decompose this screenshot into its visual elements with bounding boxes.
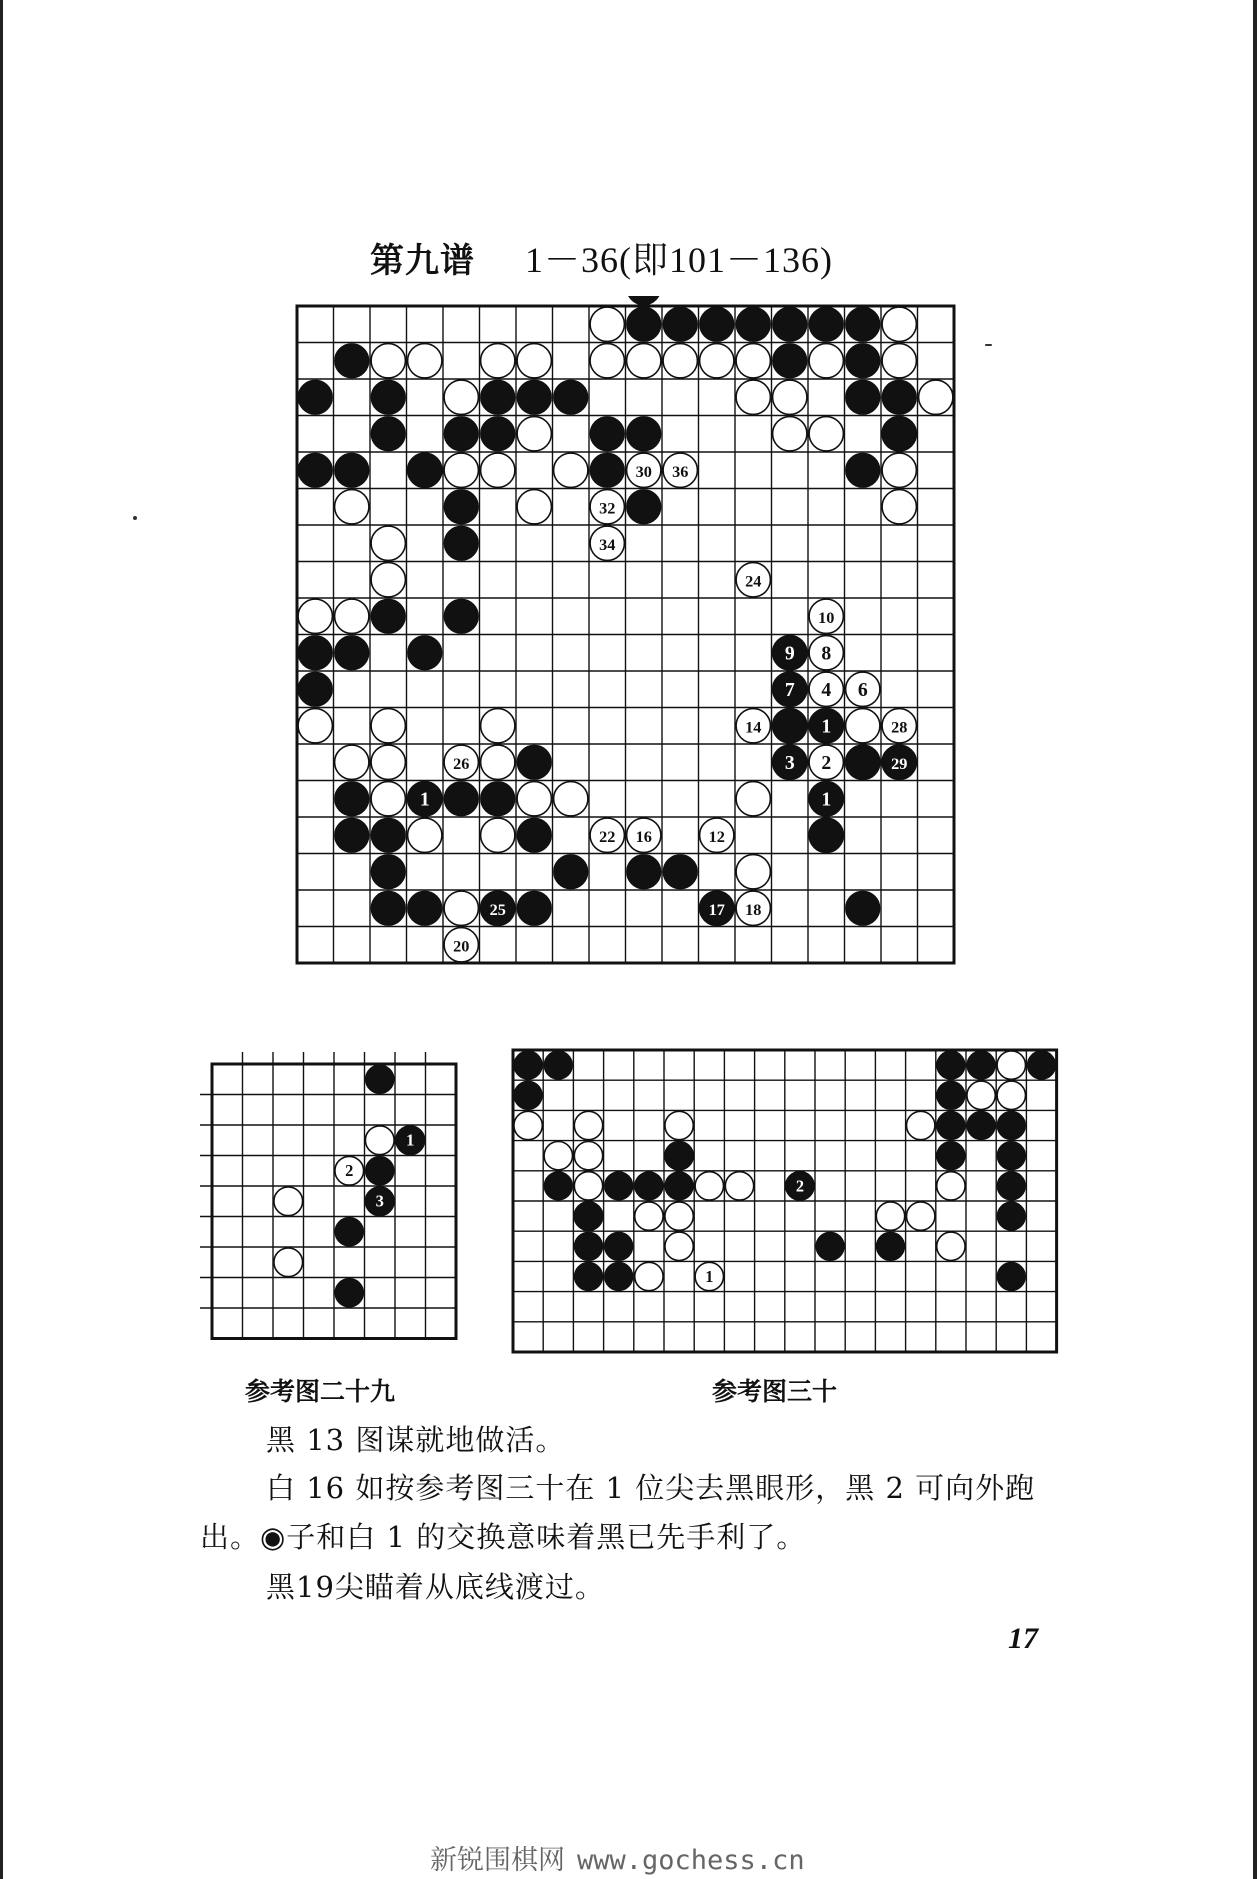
title-heading: 第九谱 bbox=[370, 241, 475, 281]
black-stone bbox=[335, 1278, 364, 1307]
black-stone bbox=[544, 1172, 572, 1200]
white-stone bbox=[725, 1172, 753, 1200]
move-number: 28 bbox=[891, 717, 908, 737]
move-number: 10 bbox=[818, 607, 835, 627]
white-stone bbox=[695, 1172, 723, 1200]
black-stone bbox=[517, 891, 551, 925]
black-stone bbox=[997, 1262, 1025, 1290]
move-number: 3 bbox=[784, 751, 795, 774]
white-stone bbox=[335, 490, 369, 524]
white-stone bbox=[665, 1202, 693, 1230]
black-stone bbox=[554, 855, 588, 889]
black-stone bbox=[937, 1111, 965, 1139]
black-stone bbox=[371, 891, 405, 925]
white-stone bbox=[517, 417, 551, 451]
move-number: 8 bbox=[821, 642, 832, 665]
move-number: 26 bbox=[453, 753, 470, 773]
black-stone bbox=[937, 1051, 965, 1079]
white-stone bbox=[937, 1232, 965, 1260]
black-stone bbox=[298, 636, 332, 670]
white-stone bbox=[665, 1232, 693, 1260]
white-stone bbox=[481, 453, 515, 487]
white-stone bbox=[907, 1202, 935, 1230]
black-stone bbox=[967, 1111, 995, 1139]
black-stone bbox=[444, 490, 478, 524]
footer-watermark bbox=[430, 1838, 805, 1877]
numbered-black-stone bbox=[846, 745, 880, 779]
move-number: 16 bbox=[635, 826, 652, 846]
black-stone bbox=[937, 1081, 965, 1109]
black-stone bbox=[809, 307, 843, 341]
numbered-white-stone bbox=[846, 709, 880, 743]
black-stone bbox=[574, 1232, 602, 1260]
black-stone bbox=[408, 636, 442, 670]
black-stone bbox=[371, 855, 405, 889]
black-stone bbox=[627, 855, 661, 889]
black-stone bbox=[298, 672, 332, 706]
black-stone bbox=[554, 380, 588, 414]
black-stone bbox=[574, 1262, 602, 1290]
black-stone bbox=[665, 1172, 693, 1200]
black-stone bbox=[590, 417, 624, 451]
white-stone bbox=[809, 344, 843, 378]
black-stone bbox=[937, 1142, 965, 1170]
move-number: 3 bbox=[375, 1191, 384, 1211]
move-number: 6 bbox=[857, 678, 868, 701]
white-stone bbox=[997, 1081, 1025, 1109]
black-stone bbox=[481, 782, 515, 816]
white-stone bbox=[517, 782, 551, 816]
move-number: 25 bbox=[489, 899, 506, 919]
black-stone bbox=[997, 1111, 1025, 1139]
paragraph-2: 白 16 如按参考图三十在 1 位尖去黑眼形，黑 2 可向外跑 bbox=[266, 1471, 1036, 1505]
black-stone bbox=[444, 526, 478, 560]
black-stone bbox=[335, 1217, 364, 1246]
numbered-black-stone bbox=[809, 818, 843, 852]
white-stone bbox=[517, 490, 551, 524]
black-stone bbox=[481, 380, 515, 414]
white-stone bbox=[274, 1187, 303, 1216]
black-stone bbox=[627, 490, 661, 524]
white-stone bbox=[444, 891, 478, 925]
move-number: 9 bbox=[784, 642, 795, 665]
white-stone bbox=[481, 745, 515, 779]
white-stone bbox=[736, 344, 770, 378]
black-stone bbox=[444, 782, 478, 816]
move-number: 2 bbox=[345, 1161, 354, 1181]
white-stone bbox=[371, 344, 405, 378]
page-title bbox=[370, 232, 833, 283]
black-stone bbox=[627, 296, 661, 305]
black-stone bbox=[663, 855, 697, 889]
black-stone bbox=[967, 1051, 995, 1079]
move-number: 4 bbox=[821, 678, 832, 701]
white-stone bbox=[544, 1142, 572, 1170]
black-stone bbox=[627, 417, 661, 451]
white-stone bbox=[665, 1111, 693, 1139]
black-stone bbox=[846, 380, 880, 414]
black-stone bbox=[335, 636, 369, 670]
white-stone bbox=[371, 709, 405, 743]
move-number: 24 bbox=[745, 571, 762, 591]
black-stone bbox=[544, 1051, 572, 1079]
black-stone bbox=[517, 380, 551, 414]
white-stone bbox=[298, 709, 332, 743]
white-stone bbox=[514, 1111, 542, 1139]
white-stone bbox=[574, 1142, 602, 1170]
black-stone bbox=[444, 599, 478, 633]
page-frame-right bbox=[1253, 0, 1257, 1879]
white-stone bbox=[635, 1202, 663, 1230]
black-stone bbox=[773, 344, 807, 378]
white-stone bbox=[627, 344, 661, 378]
black-stone bbox=[663, 307, 697, 341]
move-number: 30 bbox=[635, 461, 652, 481]
move-number: 20 bbox=[453, 936, 470, 956]
white-stone bbox=[907, 1111, 935, 1139]
white-stone bbox=[444, 453, 478, 487]
black-stone bbox=[335, 818, 369, 852]
white-stone bbox=[574, 1111, 602, 1139]
caption-ref29: 参考图二十九 bbox=[245, 1377, 396, 1406]
move-number: 34 bbox=[599, 534, 616, 554]
black-stone bbox=[773, 307, 807, 341]
black-stone bbox=[371, 380, 405, 414]
white-stone bbox=[773, 417, 807, 451]
black-stone bbox=[444, 417, 478, 451]
white-stone bbox=[408, 344, 442, 378]
black-stone bbox=[365, 1156, 394, 1185]
black-stone bbox=[605, 1172, 633, 1200]
print-speck bbox=[133, 516, 137, 520]
black-stone bbox=[517, 745, 551, 779]
white-stone bbox=[590, 307, 624, 341]
main-go-board bbox=[290, 296, 970, 996]
black-stone bbox=[846, 344, 880, 378]
caption-ref30: 参考图三十 bbox=[712, 1377, 838, 1406]
white-stone bbox=[590, 344, 624, 378]
white-stone bbox=[700, 344, 734, 378]
black-stone bbox=[371, 599, 405, 633]
white-stone bbox=[371, 782, 405, 816]
white-stone bbox=[371, 526, 405, 560]
white-stone bbox=[773, 380, 807, 414]
white-stone bbox=[809, 417, 843, 451]
white-stone bbox=[554, 782, 588, 816]
black-stone bbox=[605, 1232, 633, 1260]
white-stone bbox=[408, 818, 442, 852]
black-stone bbox=[997, 1202, 1025, 1230]
move-number: 2 bbox=[821, 751, 832, 774]
black-stone bbox=[481, 417, 515, 451]
black-stone bbox=[335, 453, 369, 487]
white-stone bbox=[365, 1126, 394, 1155]
footer-url: www.gochess.cn bbox=[577, 1845, 805, 1876]
move-number: 1 bbox=[705, 1266, 714, 1286]
white-stone bbox=[736, 855, 770, 889]
move-number: 2 bbox=[795, 1176, 804, 1196]
black-stone bbox=[371, 818, 405, 852]
white-stone bbox=[554, 453, 588, 487]
move-number: 22 bbox=[599, 826, 616, 846]
black-stone bbox=[846, 453, 880, 487]
black-stone bbox=[846, 891, 880, 925]
white-stone bbox=[663, 344, 697, 378]
white-stone bbox=[298, 599, 332, 633]
move-number: 7 bbox=[784, 678, 795, 701]
white-stone bbox=[919, 380, 953, 414]
numbered-black-stone bbox=[773, 709, 807, 743]
move-number: 1 bbox=[406, 1130, 415, 1150]
move-number: 1 bbox=[821, 715, 832, 738]
black-stone bbox=[736, 307, 770, 341]
black-stone bbox=[700, 307, 734, 341]
white-stone bbox=[574, 1172, 602, 1200]
black-stone bbox=[635, 1172, 663, 1200]
black-stone bbox=[590, 453, 624, 487]
page-number: 17 bbox=[1008, 1622, 1038, 1655]
white-stone bbox=[967, 1081, 995, 1109]
white-stone bbox=[274, 1248, 303, 1277]
white-stone bbox=[937, 1172, 965, 1200]
white-stone bbox=[635, 1262, 663, 1290]
move-number: 14 bbox=[745, 717, 762, 737]
reference-board-29 bbox=[200, 1050, 480, 1360]
move-number: 18 bbox=[745, 899, 762, 919]
move-number: 29 bbox=[891, 753, 908, 773]
black-stone bbox=[335, 782, 369, 816]
white-stone bbox=[736, 782, 770, 816]
move-number: 17 bbox=[708, 899, 725, 919]
move-number: 12 bbox=[708, 826, 725, 846]
title-range: 1－36(即101－136) bbox=[525, 240, 833, 280]
black-stone bbox=[335, 344, 369, 378]
white-stone bbox=[335, 745, 369, 779]
paragraph-4: 黑19尖瞄着从底线渡过。 bbox=[266, 1570, 605, 1604]
black-stone bbox=[627, 307, 661, 341]
black-stone bbox=[514, 1081, 542, 1109]
numbered-black-stone bbox=[574, 1202, 602, 1230]
white-stone bbox=[481, 344, 515, 378]
white-stone bbox=[517, 344, 551, 378]
move-number: 1 bbox=[419, 788, 430, 811]
white-stone bbox=[997, 1051, 1025, 1079]
black-stone bbox=[997, 1142, 1025, 1170]
white-stone bbox=[444, 380, 478, 414]
black-stone bbox=[408, 453, 442, 487]
black-stone bbox=[876, 1232, 904, 1260]
black-stone bbox=[1027, 1051, 1055, 1079]
black-stone bbox=[298, 453, 332, 487]
black-stone bbox=[816, 1232, 844, 1260]
page-frame-left bbox=[0, 0, 3, 1879]
black-stone bbox=[517, 818, 551, 852]
white-stone bbox=[481, 818, 515, 852]
black-stone bbox=[365, 1065, 394, 1094]
black-stone bbox=[408, 891, 442, 925]
paragraph-3: 出。◉子和白 1 的交换意味着黑已先手利了。 bbox=[200, 1520, 807, 1554]
reference-board-30 bbox=[505, 1040, 1070, 1360]
white-stone bbox=[882, 307, 916, 341]
white-stone bbox=[371, 745, 405, 779]
print-speck bbox=[985, 344, 992, 346]
white-stone bbox=[876, 1202, 904, 1230]
white-stone bbox=[736, 380, 770, 414]
black-stone bbox=[605, 1262, 633, 1290]
white-stone bbox=[882, 490, 916, 524]
move-number: 1 bbox=[821, 788, 832, 811]
white-stone bbox=[882, 344, 916, 378]
black-stone bbox=[997, 1172, 1025, 1200]
black-stone bbox=[371, 417, 405, 451]
paragraph-1: 黑 13 图谋就地做活。 bbox=[266, 1423, 566, 1457]
move-number: 32 bbox=[599, 498, 616, 518]
black-stone bbox=[665, 1142, 693, 1170]
white-stone bbox=[371, 563, 405, 597]
black-stone bbox=[846, 307, 880, 341]
black-stone bbox=[514, 1051, 542, 1079]
white-stone bbox=[882, 453, 916, 487]
black-stone bbox=[298, 380, 332, 414]
white-stone bbox=[335, 599, 369, 633]
footer-site: 新锐围棋网 bbox=[430, 1845, 565, 1876]
move-number: 36 bbox=[672, 461, 689, 481]
black-stone bbox=[882, 380, 916, 414]
black-stone bbox=[882, 417, 916, 451]
white-stone bbox=[481, 709, 515, 743]
